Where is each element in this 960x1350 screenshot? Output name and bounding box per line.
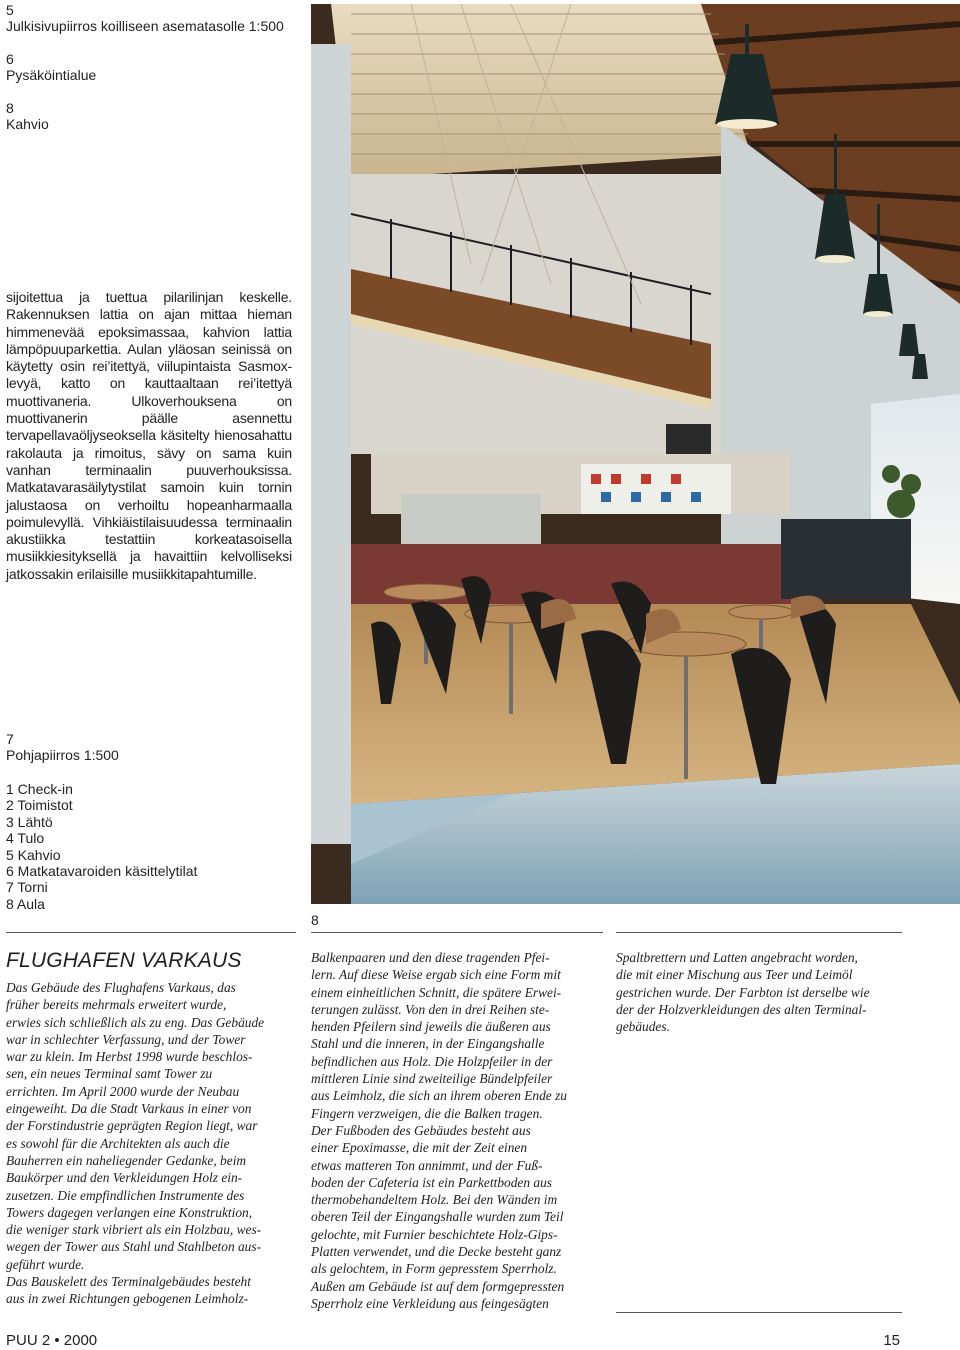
text-line: terungen zulässt. Von den in drei Reihen ste- bbox=[311, 1001, 550, 1017]
text-line: wegen der Tower aus Stahl und Stahlbeton aus- bbox=[6, 1239, 262, 1255]
text-line: einer Epoximasse, die mit der Zeit einen bbox=[311, 1140, 528, 1156]
caption-5 bbox=[6, 2, 284, 35]
page-number: 15 bbox=[883, 1332, 900, 1349]
text-line: lern. Auf diese Weise ergab sich eine Form mit bbox=[311, 967, 561, 983]
text-line: Das Gebäude des Flughafens Varkaus, das bbox=[6, 980, 236, 995]
divider bbox=[616, 1312, 902, 1313]
finnish-body-text: sijoitettua ja tuettua pilarilinjan keskelle. Rakennuksen lattia on ajan mittaa hieman himmenevää epoksimassaa, kahvion lattia lämpöpuuparkettia. Aulan yläosan seinissä on käytetty osin rei’itettyä, viilupintaista Sasmox-levyä, katto on kauttaaltaan rei’itettyä muottivaneria. Ulkoverhouksena on muottivanerin päälle asennettu tervapellavaöljyseoksella käsitelty hienosahattu rakolauta ja rimoitus, sävy on sama kuin vanhan terminaalin puuverhouksissa. Matkatavarasäilytystilat samoin kuin tornin jalustaosa on verhoiltu hopeanharmaalla poimulevyllä. Vihkiäistilaisuudessa terminaalin akustiikka testattiin korkeatasoisella musiikkiesityksellä ja havaittiin kelvolliseksi jatkossakin erilaisille musiikkitapahtumille. bbox=[6, 289, 292, 582]
legend-item: 7 Torni bbox=[6, 879, 48, 896]
footer-publication: PUU 2 • 2000 bbox=[6, 1332, 98, 1349]
legend-item: 8 Aula bbox=[6, 895, 45, 912]
caption-text: Pysäköintialue bbox=[6, 67, 97, 84]
legend-item: 1 Check-in bbox=[6, 781, 73, 797]
caption-number: 5 bbox=[6, 2, 14, 18]
text-line: erwies sich schließlich als zu eng. Das Gebäude bbox=[6, 1014, 265, 1030]
text-line: der der Holzverkleidungen des alten Terminal- bbox=[616, 1001, 867, 1017]
text-line: Außen am Gebäude ist auf dem formgepressten bbox=[311, 1278, 565, 1294]
text-line: Balkenpaaren und den diese tragenden Pfei- bbox=[311, 950, 550, 965]
text-line: boden der Cafeteria ist ein Parkettboden aus bbox=[311, 1174, 552, 1190]
floor-plan-legend bbox=[6, 781, 197, 912]
text-line: Spaltbrettern und Latten angebracht worden, bbox=[616, 950, 858, 965]
text-line: etwas matteren Ton annimmt, und der Fuß- bbox=[311, 1157, 543, 1173]
text-line: oberen Teil der Eingangshalle wurden zum Teil bbox=[311, 1209, 564, 1225]
text-line: Towers dagegen verlangen eine Konstruktion, bbox=[6, 1204, 253, 1220]
german-column-3 bbox=[616, 949, 906, 1035]
caption-number: 7 bbox=[6, 731, 14, 747]
legend-item: 4 Tulo bbox=[6, 830, 45, 847]
caption-text: Julkisivupiirros koilliseen asematasolle 1:500 bbox=[6, 18, 284, 35]
photo-number: 8 bbox=[311, 912, 319, 928]
text-line: henden Pfeilern sind jeweils die äußeren aus bbox=[311, 1019, 551, 1035]
text-line: errichten. Im April 2000 wurde der Neubau bbox=[6, 1083, 240, 1099]
legend-item: 3 Lähtö bbox=[6, 813, 53, 830]
text-line: aus in zwei Richtungen gebogenen Leimholz- bbox=[6, 1291, 249, 1307]
text-line: war in schlechter Verfassung, und der Tower bbox=[6, 1031, 246, 1047]
german-heading: FLUGHAFEN VARKAUS bbox=[6, 949, 242, 972]
text-line: zusetzen. Die empfindlichen Instrumente des bbox=[6, 1187, 245, 1203]
text-line: Sperrholz eine Verkleidung aus feingesägten bbox=[311, 1295, 549, 1311]
text-line: als gelochtem, in Form gepresstem Sperrholz. bbox=[311, 1261, 557, 1277]
text-line: früher bereits mehrmals erweitert wurde, bbox=[6, 997, 227, 1013]
caption-text: Pohjapiirros 1:500 bbox=[6, 747, 119, 764]
text-line: thermobehandeltem Holz. Bei den Wänden im bbox=[311, 1192, 558, 1208]
text-line: Bauherren ein naheliegender Gedanke, beim bbox=[6, 1152, 247, 1168]
text-line: es sowohl für die Architekten als auch die bbox=[6, 1135, 230, 1151]
text-line: befindlichen aus Holz. Die Holzpfeiler in der bbox=[311, 1053, 553, 1069]
text-line: gelochte, mit Furnier beschichtete Holz-Gips- bbox=[311, 1226, 558, 1242]
text-line: einem einheitlichen Schnitt, die spätere Erwei- bbox=[311, 984, 562, 1000]
text-line: gebäudes. bbox=[616, 1019, 670, 1035]
divider bbox=[6, 932, 296, 933]
legend-item: 5 Kahvio bbox=[6, 846, 61, 863]
text-line: war zu klein. Im Herbst 1998 wurde beschlos- bbox=[6, 1049, 253, 1065]
text-line: Fingern verzweigen, die die Balken tragen. bbox=[311, 1105, 543, 1121]
caption-8 bbox=[6, 100, 49, 133]
divider bbox=[616, 932, 902, 933]
caption-6 bbox=[6, 51, 96, 84]
text-line: Der Fußboden des Gebäudes besteht aus bbox=[311, 1122, 531, 1138]
german-column-1 bbox=[6, 979, 296, 1308]
text-line: Baukörper und den Verkleidungen Holz ein- bbox=[6, 1170, 243, 1186]
text-line: der Forstindustrie geprägten Region liegt, war bbox=[6, 1118, 258, 1134]
text-line: eingeweiht. Da die Stadt Varkaus in einer von bbox=[6, 1101, 252, 1117]
text-line: sen, ein neues Terminal samt Tower zu bbox=[6, 1066, 213, 1082]
caption-number: 8 bbox=[6, 100, 14, 116]
text-line: Platten verwendet, und die Decke besteht ganz bbox=[311, 1244, 562, 1260]
text-line: gestrichen wurde. Der Farbton ist derselbe wie bbox=[616, 984, 870, 1000]
text-line: aus Leimholz, die sich an ihrem oberen Ende zu bbox=[311, 1088, 568, 1104]
text-line: die mit einer Mischung aus Teer und Leimöl bbox=[616, 967, 853, 983]
text-line: mittleren Linie sind zweiteilige Bündelpfeiler bbox=[311, 1071, 553, 1087]
caption-number: 6 bbox=[6, 51, 14, 67]
caption-7 bbox=[6, 731, 119, 764]
cafeteria-photo bbox=[311, 4, 960, 904]
german-column-2 bbox=[311, 949, 603, 1312]
legend-item: 2 Toimistot bbox=[6, 797, 73, 814]
legend-item: 6 Matkatavaroiden käsittelytilat bbox=[6, 863, 198, 880]
text-line: Das Bauskelett des Terminalgebäudes besteht bbox=[6, 1274, 251, 1290]
caption-text: Kahvio bbox=[6, 116, 49, 133]
text-line: die weniger stark vibriert als ein Holzbau, wes- bbox=[6, 1222, 262, 1238]
divider bbox=[311, 932, 603, 933]
text-line: geführt wurde. bbox=[6, 1256, 85, 1272]
text-line: Stahl und die inneren, in der Eingangshalle bbox=[311, 1036, 545, 1052]
